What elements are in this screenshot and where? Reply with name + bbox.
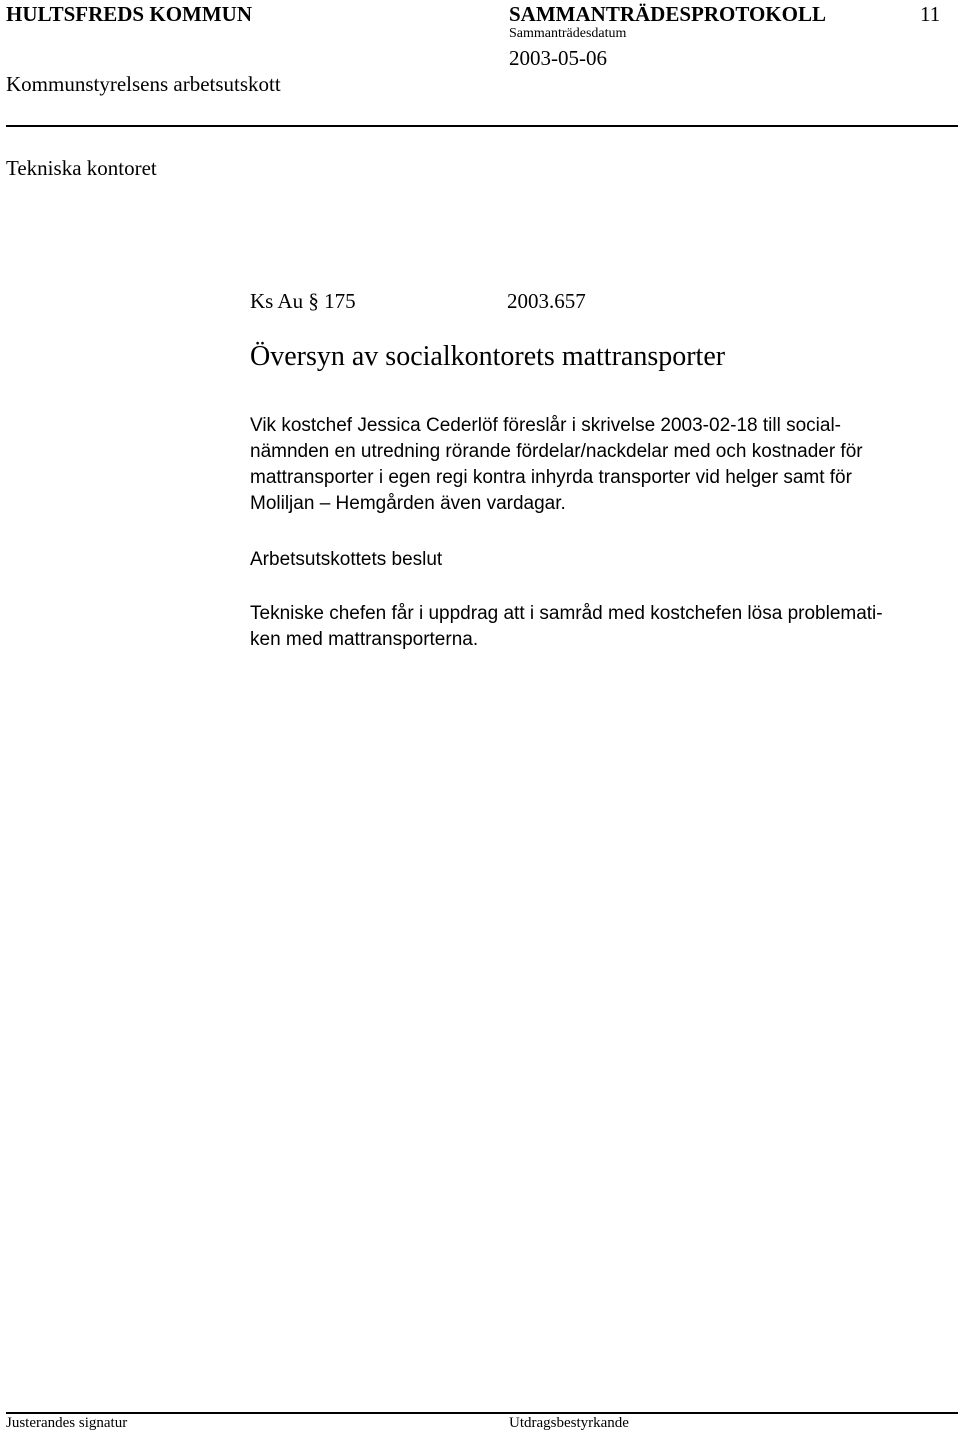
- header-divider: [6, 125, 958, 127]
- body-line: Moliljan – Hemgården även vardagar.: [250, 493, 566, 514]
- case-body: [250, 413, 863, 517]
- body-line: nämnden en utredning rörande fördelar/nackdelar med och kostnader för: [250, 441, 863, 462]
- signature-label: Justerandes signatur: [6, 1415, 128, 1431]
- certification-label: Utdragsbestyrkande: [509, 1415, 629, 1431]
- registration-number: 2003.657: [507, 289, 586, 313]
- meeting-date-label: Sammanträdesdatum: [509, 26, 627, 41]
- organization-name: HULTSFREDS KOMMUN: [6, 2, 253, 26]
- department-name: Tekniska kontoret: [6, 156, 157, 180]
- case-reference: Ks Au § 175: [250, 289, 356, 313]
- committee-name: Kommunstyrelsens arbetsutskott: [6, 72, 281, 96]
- body-line: mattransporter i egen regi kontra inhyrda transporter vid helger samt för: [250, 467, 852, 488]
- decision-line: ken med mattransporterna.: [250, 629, 479, 650]
- meeting-date: 2003-05-06: [509, 46, 607, 70]
- footer-divider: [6, 1412, 958, 1414]
- document-type: SAMMANTRÄDESPROTOKOLL: [509, 2, 826, 26]
- decision-text: [250, 601, 883, 653]
- case-title: Översyn av socialkontorets mattransporter: [250, 341, 726, 372]
- body-line: Vik kostchef Jessica Cederlöf föreslår i skrivelse 2003-02-18 till social-: [250, 415, 842, 436]
- page-number: 11: [920, 2, 941, 26]
- decision-line: Tekniske chefen får i uppdrag att i samråd med kostchefen lösa problemati-: [250, 603, 883, 624]
- decision-heading: Arbetsutskottets beslut: [250, 549, 443, 570]
